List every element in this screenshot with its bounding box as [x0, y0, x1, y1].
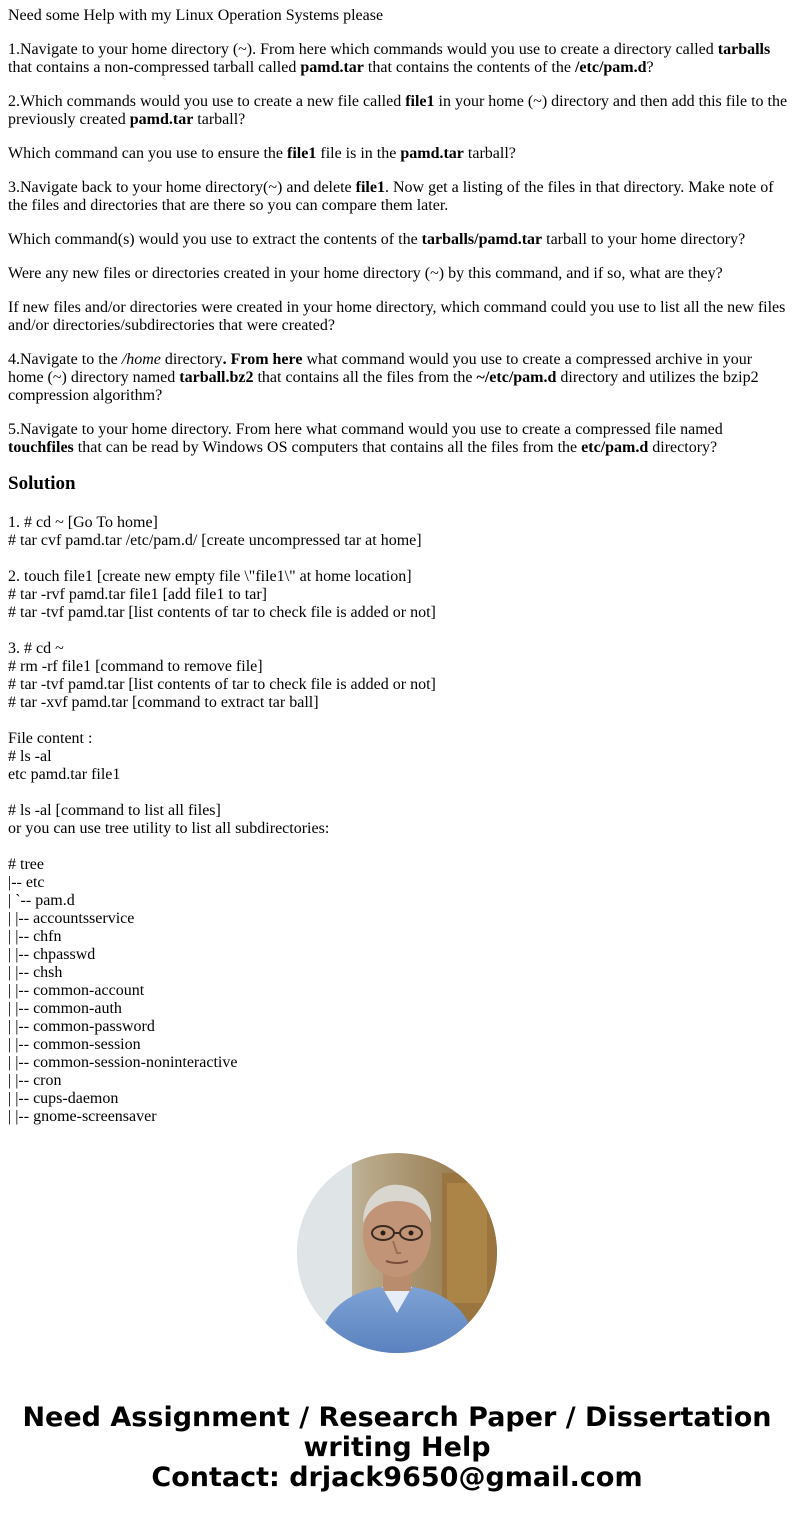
banner-line-2: writing Help [303, 1432, 491, 1463]
solution-line [8, 784, 788, 802]
solution-line: | |-- chfn [8, 928, 62, 945]
solution-block[interactable] [8, 514, 788, 1150]
solution-line: # tree [8, 856, 44, 873]
italic-term: /home [121, 351, 161, 368]
bold-term: pamd.tar [300, 59, 364, 76]
solution-line: | |-- cron [8, 1072, 62, 1089]
document-body [8, 7, 788, 1150]
question-text: If new files and/or directories were created in your home directory, which command could you use to list all the new files and/or directories/subdirectories that were created? [8, 299, 786, 334]
solution-line: File content : [8, 730, 93, 747]
solution-line: | |-- common-session [8, 1036, 141, 1053]
solution-line [8, 550, 788, 568]
bold-term: ~/etc/pam.d [476, 369, 557, 386]
bold-term: file1 [287, 145, 317, 162]
solution-line: # ls -al [8, 748, 52, 765]
banner-line-1: Need Assignment / Research Paper / Dissertation [22, 1402, 772, 1433]
solution-line: | |-- common-account [8, 982, 145, 999]
author-portrait-image [297, 1153, 497, 1353]
solution-line: # tar cvf pamd.tar /etc/pam.d/ [create uncompressed tar at home] [8, 532, 422, 549]
bold-term: tarball.bz2 [179, 369, 254, 386]
solution-line: or you can use tree utility to list all subdirectories: [8, 820, 330, 837]
contact-banner [0, 1403, 794, 1493]
solution-line: # ls -al [command to list all files] [8, 802, 221, 819]
solution-line: # tar -tvf pamd.tar [list contents of tar to check file is added or not] [8, 676, 436, 693]
solution-line: # tar -tvf pamd.tar [list contents of tar to check file is added or not] [8, 604, 436, 621]
question-text: that contains a non-compressed tarball called [8, 59, 301, 76]
bold-term: etc/pam.d [581, 439, 649, 456]
bold-term: tarballs/pamd.tar [421, 231, 543, 248]
bold-term: . From here [222, 351, 303, 368]
banner-contact-email[interactable]: Contact: drjack9650@gmail.com [151, 1462, 643, 1493]
question-text: 5.Navigate to your home directory. From here what command would you use to create a compressed file named [8, 421, 723, 438]
question-text: 3.Navigate back to your home directory(~) and delete [8, 179, 356, 196]
solution-line: # tar -xvf pamd.tar [command to extract tar ball] [8, 694, 319, 711]
solution-line [8, 838, 788, 856]
question-text: that can be read by Windows OS computers that contains all the files from the [73, 439, 582, 456]
question-text: directory? [648, 439, 718, 456]
question-text: that contains the contents of the [363, 59, 575, 76]
question-text: tarball? [193, 111, 246, 128]
question-paragraph [8, 93, 788, 129]
question-paragraph [8, 179, 788, 215]
question-text: directory and utilizes the bzip2 compression algorithm? [8, 369, 759, 404]
question-text: Which command can you use to ensure the [8, 145, 288, 162]
question-text: Were any new files or directories created in your home directory (~) by this command, and if so, what are they? [8, 265, 723, 282]
bold-term: file1 [355, 179, 385, 196]
solution-line: |-- etc [8, 874, 45, 891]
solution-line [8, 622, 788, 640]
question-paragraph [8, 299, 788, 335]
solution-line: # tar -rvf pamd.tar file1 [add file1 to tar] [8, 586, 267, 603]
bold-term: pamd.tar [129, 111, 194, 128]
intro-text: Need some Help with my Linux Operation Systems please [8, 7, 384, 24]
question-text: directory [160, 351, 223, 368]
bold-term: /etc/pam.d [574, 59, 647, 76]
question-text: Which command(s) would you use to extract the contents of the [8, 231, 422, 248]
question-paragraph [8, 231, 788, 249]
question-text: that contains all the files from the [253, 369, 477, 386]
solution-line: | |-- gnome-screensaver [8, 1108, 157, 1125]
question-text: 4.Navigate to the [8, 351, 122, 368]
solution-line: 1. # cd ~ [Go To home] [8, 514, 158, 531]
question-text: 2.Which commands would you use to create a new file called [8, 93, 406, 110]
question-text: file is in the [316, 145, 401, 162]
solution-line: | |-- common-password [8, 1018, 155, 1035]
questions-list [8, 41, 788, 457]
bold-term: pamd.tar [400, 145, 464, 162]
solution-line: | |-- common-session-noninteractive [8, 1054, 238, 1071]
question-text: what command would you use to create a compressed archive in your home (~) directory named [8, 351, 753, 386]
question-text: tarball? [463, 145, 516, 162]
question-text: 1.Navigate to your home directory (~). From here which commands would you use to create a directory called [8, 41, 718, 58]
solution-line: 2. touch file1 [create new empty file \"file1\" at home location] [8, 568, 412, 585]
question-text: . Now get a listing of the files in that directory. Make note of the files and directories that are there so you can compare them later. [8, 179, 774, 214]
author-avatar [297, 1153, 497, 1353]
question-text: ? [646, 59, 654, 76]
solution-heading: Solution [8, 473, 76, 494]
question-text: tarball to your home directory? [542, 231, 746, 248]
question-paragraph [8, 265, 788, 283]
solution-line: | |-- chsh [8, 964, 63, 981]
bold-term: touchfiles [8, 439, 74, 456]
question-paragraph [8, 41, 788, 77]
bold-term: tarballs [717, 41, 771, 58]
question-paragraph [8, 351, 788, 405]
solution-line: | |-- chpasswd [8, 946, 96, 963]
solution-line: | |-- common-auth [8, 1000, 122, 1017]
question-text: in your home (~) directory and then add this file to the previously created [8, 93, 788, 128]
solution-line: 3. # cd ~ [8, 640, 64, 657]
solution-line: | |-- accountsservice [8, 910, 135, 927]
solution-line: | |-- cups-daemon [8, 1090, 119, 1107]
question-paragraph [8, 421, 788, 457]
bold-term: file1 [405, 93, 435, 110]
solution-line [8, 712, 788, 730]
question-paragraph [8, 145, 788, 163]
solution-line: etc pamd.tar file1 [8, 766, 121, 783]
solution-line: # rm -rf file1 [command to remove file] [8, 658, 263, 675]
solution-line: | `-- pam.d [8, 892, 75, 909]
